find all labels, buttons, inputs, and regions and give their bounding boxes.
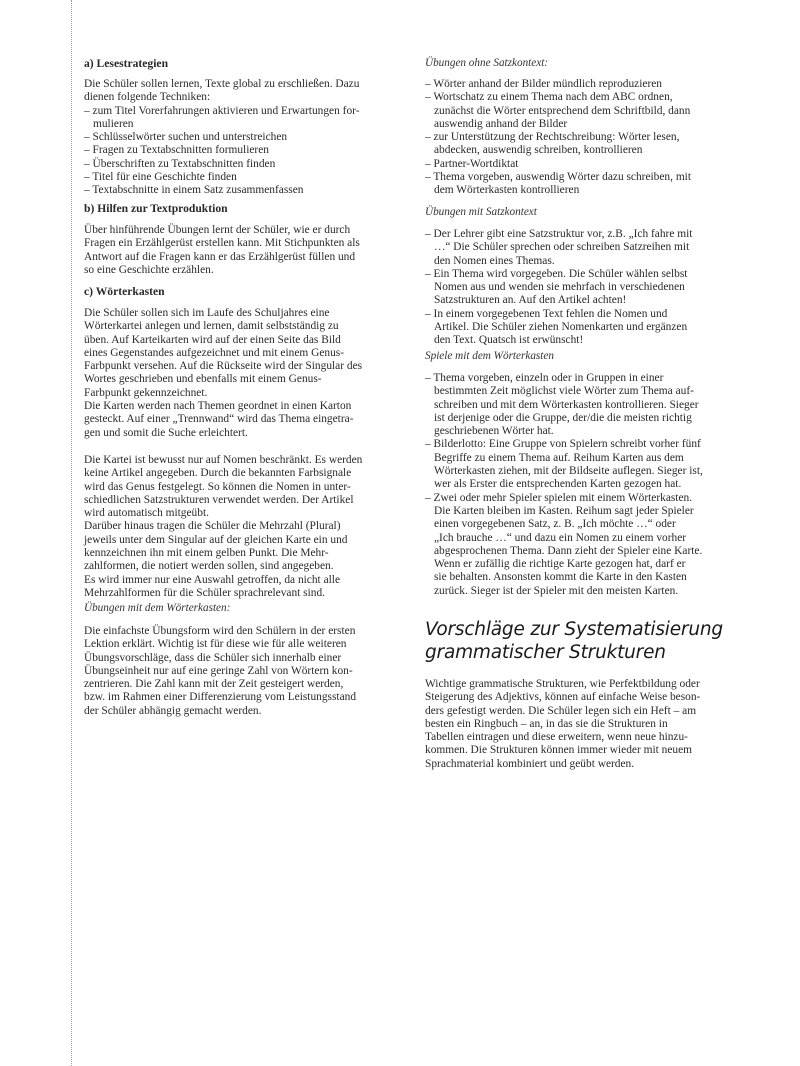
text-line: Übungseinheit nur auf eine geringe Zahl von Wörtern kon- [84,664,353,677]
text-line: den Nomen eines Themas. [434,254,555,267]
text-line: Die Schüler sollen lernen, Texte global zu erschließen. Dazu [84,78,360,90]
text-line: gesteckt. Auf einer „Trennwand“ wird das Thema eingetra- [84,413,354,426]
text-line: …“ Die Schüler sprechen oder schreiben Satzreihen mit [434,241,690,254]
text-line: – Thema vorgeben, einzeln oder in Gruppen in einer [425,372,664,384]
text-line: Steigerung des Adjektivs, können auf einfache Weise beson- [425,691,701,704]
text-line: Übungen mit dem Wörterkasten: [84,602,231,614]
text-line: abdecken, auswendig schreiben, kontrollieren [434,144,643,157]
text-line: – Thema vorgeben, auswendig Wörter dazu schreiben, mit [425,171,692,184]
text-line: Die Schüler sollen sich im Laufe des Schuljahres eine [84,307,330,319]
text-line: – In einem vorgegebenen Text fehlen die Nomen und [425,307,668,320]
text-line: Wörterkartei anlegen und lernen, damit selbstständig zu [84,320,339,333]
text-line: so eine Geschichte erzählen. [84,263,214,276]
text-line: Lektion erklärt. Wichtig ist für diese wie für alle weiteren [84,638,347,651]
text-line: zentrieren. Die Zahl kann mit der Zeit gesteigert werden, [84,678,344,691]
subheading-ohne-satzkontext [425,57,755,70]
list-spiele [425,372,755,598]
list-mit-satzkontext [425,228,755,348]
text-line: Mehrzahlformen für die Schüler sprachrelevant sind. [84,586,326,599]
text-line: mulieren [93,117,134,130]
text-line: a) Lesestrategien [84,57,169,70]
text-line: Übungen ohne Satzkontext: [425,57,549,69]
text-line: Vorschläge zur Systematisierung [425,619,723,640]
text-line: sie behalten. Ansonsten kommt die Karte in den Kasten [434,571,687,584]
text-line: Satzstrukturen an. Auf den Artikel achten! [434,294,627,307]
text-line: wird das Genus festgelegt. So können die Nomen in unter- [84,480,351,493]
heading-lesestrategien [84,57,414,70]
text-line: bzw. im Rahmen einer Differenzierung vom Leistungsstand [84,691,357,704]
text-line: – Fragen zu Textabschnitten formulieren [84,144,269,157]
section-title-systematisierung [425,618,755,664]
text-line: Fragen ein Erzählgerüst erstellen kann. Mit Stichpunkten als [84,237,360,250]
text-line: c) Wörterkasten [84,285,165,298]
text-line: Darüber hinaus tragen die Schüler die Mehrzahl (Plural) [84,520,341,533]
text-line: ders gefestigt werden. Die Schüler legen sich ein Heft – am [425,704,697,717]
text-line: Antwort auf die Fragen kann er das Erzählgerüst füllen und [84,250,356,263]
text-line: der Schüler abhängig gemacht werden. [84,704,262,717]
text-line: Farbpunkt versehen. Auf die Rückseite wird der Singular des [84,360,363,373]
text-line: – Titel für eine Geschichte finden [84,171,237,184]
text-line: grammatischer Strukturen [425,642,666,663]
paragraph-textproduktion [84,224,414,277]
text-line: – Überschriften zu Textabschnitten finden [84,157,276,170]
text-line: Die einfachste Übungsform wird den Schülern in der ersten [84,625,356,637]
text-line: Tabellen eintragen und diese erweitern, wenn neue hinzu- [425,731,688,744]
text-line: wer als Erster die entsprechenden Karten gezogen hat. [434,478,682,491]
text-line: einen vorgegebenen Satz, z. B. „Ich möchte …“ oder [434,518,676,531]
text-line: – zum Titel Vorerfahrungen aktivieren und Erwartungen for- [84,104,360,117]
paragraph-systematisierung [425,678,755,771]
text-line: geschriebenen Wörter hat. [434,425,554,438]
text-line: schiedlichen Satzstrukturen verwendet werden. Der Artikel [84,493,354,506]
text-line: zunächst die Wörter entsprechend dem Schriftbild, dann [434,104,691,117]
text-line: Farbpunkt gekennzeichnet. [84,386,208,399]
right-column [425,0,745,1066]
text-line: – Wortschatz zu einem Thema nach dem ABC ordnen, [425,91,673,104]
text-line: – Schlüsselwörter suchen und unterstreichen [84,131,288,144]
text-line: dem Wörterkasten kontrollieren [434,184,580,197]
text-line: Nomen aus und wenden sie mehrfach in verschiedenen [434,281,685,294]
text-line: besten ein Ringbuch – an, in das sie die Strukturen in [425,717,668,730]
text-line: Wenn er zufällig die richtige Karte gezogen hat, darf er [434,558,686,571]
paragraph-lesestrategien [84,78,414,198]
text-line: ist derjenige oder die Gruppe, der/die die meisten richtig [434,411,692,424]
subheading-uebungen-woerterkasten [84,602,414,615]
text-line: – Ein Thema wird vorgegeben. Die Schüler wählen selbst [425,267,688,280]
text-line: bestimmten Zeit möglichst viele Wörter zum Thema auf- [434,385,694,398]
text-line: kennzeichnen ihn mit einem gelben Punkt. Die Mehr- [84,547,329,560]
text-line: eines Gegenstandes aufgezeichnet und mit einem Genus- [84,346,344,359]
text-line: wird automatisch mitgeübt. [84,507,209,520]
text-line: gen und somit die Suche erleichtert. [84,426,248,439]
text-line: Wörterkasten ziehen, mit der Bildseite auflegen. Sieger ist, [434,465,703,478]
text-line: – Bilderlotto: Eine Gruppe von Spielern schreibt vorher fünf [425,438,701,451]
text-line: Übungsvorschläge, dass die Schüler sich innerhalb einer [84,651,342,664]
text-line: – Textabschnitte in einem Satz zusammenfassen [84,184,304,197]
subheading-spiele [425,350,755,363]
text-line: Die Karten bleiben im Kasten. Reihum sagt jeder Spieler [434,504,694,517]
text-line: Übungen mit Satzkontext [425,206,537,218]
text-line: – Partner-Wortdiktat [425,157,519,170]
heading-textproduktion [84,202,414,215]
text-line: Wortes geschrieben und ebenfalls mit einem Genus- [84,373,322,386]
text-line: „Ich brauche …“ und dazu ein Nomen zu einem vorher [434,531,687,544]
text-line: kommen. Die Strukturen können immer wieder mit neuem [425,744,692,757]
paragraph-uebungsform [84,625,414,718]
paragraph-woerterkasten [84,307,414,440]
text-line: jeweils unter dem Singular auf der gleichen Karte ein und [84,533,348,546]
text-line: – Wörter anhand der Bilder mündlich reproduzieren [425,78,663,90]
list-ohne-satzkontext [425,78,755,198]
text-line: keine Artikel angegeben. Durch die bekannten Farbsignale [84,467,352,480]
text-line: – Zwei oder mehr Spieler spielen mit einem Wörterkasten. [425,491,693,504]
text-line: dienen folgende Techniken: [84,91,211,104]
text-line: abgesprochenen Thema. Dann zieht der Spieler eine Karte. [434,544,703,557]
text-line: – Der Lehrer gibt eine Satzstruktur vor, z.B. „Ich fahre mit [425,228,693,240]
heading-woerterkasten [84,285,414,298]
text-line: Artikel. Die Schüler ziehen Nomenkarten und ergänzen [434,321,688,334]
text-line: zurück. Sieger ist der Spieler mit den meisten Karten. [434,584,679,597]
text-line: Sprachmaterial kombiniert und geübt werden. [425,757,635,770]
text-line: Die Kartei ist bewusst nur auf Nomen beschränkt. Es werden [84,454,363,466]
text-line: den Text. Quatsch ist erwünscht! [434,334,584,347]
left-column [84,0,404,1066]
text-line: Begriffe zu einem Thema auf. Reihum Karten aus dem [434,451,684,464]
text-line: Die Karten werden nach Themen geordnet in einen Karton [84,400,352,413]
text-line: schreiben und mit dem Wörterkasten kontrollieren. Sieger [434,398,699,411]
subheading-mit-satzkontext [425,206,755,219]
text-line: Es wird immer nur eine Auswahl getroffen, da nicht alle [84,573,341,586]
text-line: auswendig anhand der Bilder [434,117,568,130]
text-line: Wichtige grammatische Strukturen, wie Perfektbildung oder [425,678,700,690]
text-line: b) Hilfen zur Textproduktion [84,202,228,215]
text-line: zahlformen, die notiert werden sollen, sind angegeben. [84,560,334,573]
text-line: – zur Unterstützung der Rechtschreibung: Wörter lesen, [425,131,680,144]
text-line: üben. Auf Karteikarten wird auf der einen Seite das Bild [84,333,341,346]
text-line: Über hinführende Übungen lernt der Schüler, wie er durch [84,224,351,236]
paragraph-kartei [84,454,414,600]
margin-dotted-rule [71,0,72,1066]
text-line: Spiele mit dem Wörterkasten [425,350,554,362]
